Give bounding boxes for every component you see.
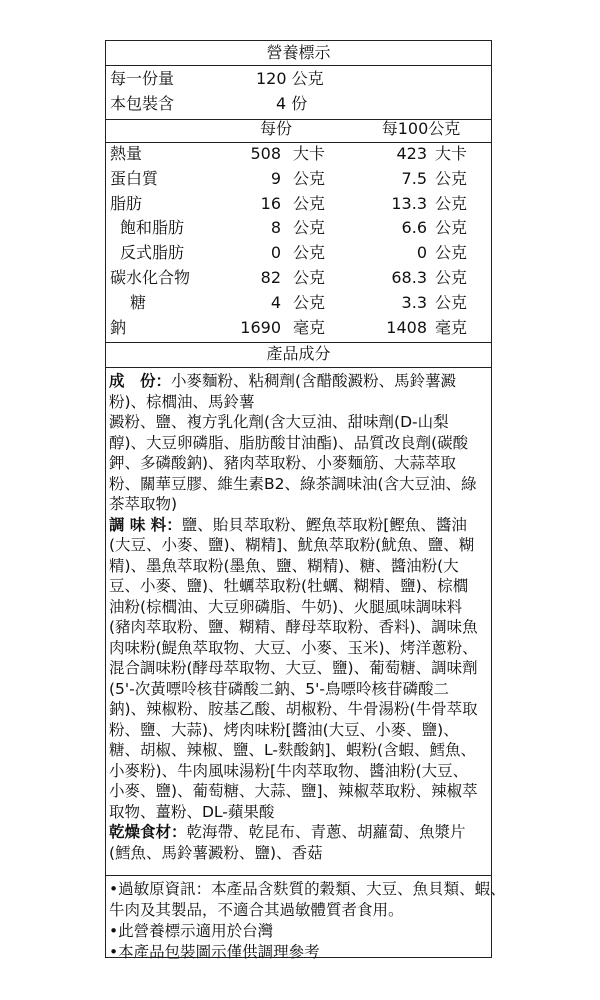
per-serving-value: 0	[270, 243, 281, 263]
ingredient-line	[109, 535, 489, 556]
ingredient-text: 鉀、多磷酸鈉)、豬肉萃取粉、小麥麵筋、大蒜萃取	[109, 454, 457, 472]
ingredient-line	[109, 597, 489, 618]
per-serving-unit: 毫克	[293, 317, 326, 337]
ingredient-text: (鱈魚、馬鈴薯澱粉、鹽)、香菇	[109, 843, 323, 862]
ingredient-text: 澱粉、鹽、複方乳化劑(含大豆油、甜味劑(D-山梨	[109, 413, 449, 431]
nutrient-name: 熱量	[110, 144, 143, 163]
per-serving-unit: 公克	[293, 218, 326, 238]
divider	[106, 65, 491, 66]
per-100g-value: 7.5	[401, 168, 427, 188]
ingredient-text: 取物、薑粉、DL-蘋果酸	[109, 802, 275, 821]
nutrition-label-panel	[105, 40, 506, 961]
ingredient-text: 茶萃取物)	[109, 495, 178, 513]
ingredient-line	[109, 781, 489, 802]
note-line: •本產品包裝圖示僅供調理參考	[109, 943, 320, 961]
ingredient-section-label: 乾燥食材：	[109, 823, 187, 841]
ingredient-line	[109, 392, 489, 413]
per-100g-value: 423	[396, 144, 427, 163]
per-100g-unit: 公克	[435, 168, 468, 188]
ingredient-text: 鹽、貽貝萃取粉、鰹魚萃取粉[鰹魚、醬油	[181, 515, 467, 534]
ingredient-text: 粉、關華豆膠、維生素B2、綠茶調味油(含大豆油、綠	[109, 474, 477, 493]
ingredient-line	[109, 720, 489, 741]
per-100g-value: 3.3	[401, 292, 427, 312]
servings-per-package-label: 本包裝含	[110, 94, 175, 113]
ingredient-text: 小麥、鹽)、葡萄糖、大蒜、鹽]、辣椒萃取粉、辣椒萃	[109, 782, 478, 800]
ingredient-text: 醇)、大豆卵磷脂、脂肪酸甘油酯)、品質改良劑(碳酸	[109, 433, 469, 452]
ingredient-text: 鈉)、辣椒粉、胺基乙酸、胡椒粉、牛骨湯粉(牛骨萃取	[109, 700, 478, 718]
notes-list	[109, 879, 506, 963]
nutrient-name: 反式脂肪	[120, 243, 185, 263]
nutrient-name: 碳水化合物	[110, 268, 191, 287]
ingredient-line	[109, 371, 489, 392]
ingredient-line	[109, 658, 489, 679]
per-100g-value: 1408	[386, 317, 427, 337]
ingredient-text: 混合調味粉(酵母萃取物、大豆、鹽)、葡萄糖、調味劑	[109, 659, 478, 677]
ingredient-text: 粉、鹽、大蒜)、烤肉味粉[醬油(大豆、小麥、鹽)、	[109, 720, 459, 739]
per-serving-value: 8	[270, 218, 281, 238]
ingredient-line	[109, 822, 489, 843]
nutrient-name: 鈉	[110, 317, 127, 337]
nutrient-name: 蛋白質	[110, 168, 159, 188]
nutrient-name: 飽和脂肪	[120, 218, 185, 238]
ingredient-line	[109, 515, 489, 536]
per-serving-unit: 公克	[293, 292, 326, 312]
per-100g-unit: 毫克	[435, 317, 468, 337]
nutrient-name: 糖	[130, 292, 147, 312]
nutrition-title: 營養標示	[266, 43, 331, 62]
ingredient-text: (豬肉萃取粉、鹽、糊精、酵母萃取粉、香料)、調味魚	[109, 618, 478, 636]
ingredient-text: (5'-次黃嘌呤核苷磷酸二鈉、5'-鳥嘌呤核苷磷酸二	[109, 679, 449, 698]
ingredient-line	[109, 802, 489, 823]
per-serving-value: 9	[270, 168, 281, 188]
per-100g-unit: 公克	[435, 268, 468, 287]
ingredient-text: 乾海帶、乾昆布、青蔥、胡蘿蔔、魚漿片	[186, 823, 466, 841]
per-100g-value: 0	[416, 243, 427, 263]
ingredient-text: 小麥粉)、牛肉風味湯粉[牛肉萃取物、醬油粉(大豆、	[109, 761, 469, 780]
per-serving-unit: 大卡	[293, 144, 326, 163]
ingredients-title: 產品成分	[266, 344, 331, 363]
per-serving-header: 每份	[259, 119, 292, 138]
per-serving-unit: 公克	[293, 193, 326, 213]
note-line: •此營養標示適用於台灣	[109, 922, 274, 940]
per-serving-unit: 公克	[293, 168, 326, 188]
per-serving-value: 4	[270, 292, 281, 312]
ingredient-section-label: 調 味 料：	[109, 515, 182, 534]
ingredient-line	[109, 453, 489, 474]
per-100g-value: 68.3	[391, 268, 427, 287]
ingredient-text: 小麥麵粉、粘稠劑(含醋酸澱粉、馬鈴薯澱	[171, 372, 457, 390]
per-100g-unit: 公克	[435, 193, 468, 213]
ingredient-text: 豆、小麥、鹽)、牡蠣萃取粉(牡蠣、糊精、鹽)、棕櫚	[109, 577, 469, 595]
ingredient-line	[109, 433, 489, 454]
ingredient-line	[109, 638, 489, 659]
note-line: 牛肉及其製品，不適合其過敏體質者食用。	[109, 901, 404, 919]
per-serving-value: 82	[260, 268, 281, 287]
ingredient-text: 粉)、棕櫚油、馬鈴薯	[109, 392, 255, 411]
ingredient-line	[109, 617, 489, 638]
per-100g-value: 13.3	[391, 193, 427, 213]
per-serving-value: 1690	[240, 317, 281, 337]
ingredients-list	[109, 371, 489, 863]
per-100g-unit: 公克	[435, 292, 468, 312]
per-100g-header: 每100公克	[381, 119, 461, 138]
serving-size-value: 120 公克	[256, 69, 324, 88]
ingredient-text: 糖、胡椒、辣椒、鹽、L-麩酸鈉]、蝦粉(含蝦、鱈魚、	[109, 741, 477, 759]
note-line: •過敏原資訊：本產品含麩質的穀類、大豆、魚貝類、蝦、	[109, 880, 506, 898]
ingredient-line	[109, 699, 489, 720]
nutrient-name: 脂肪	[110, 193, 143, 213]
divider	[106, 367, 491, 368]
ingredient-line	[109, 556, 489, 577]
ingredient-line	[109, 761, 489, 782]
ingredient-line	[109, 494, 489, 515]
ingredient-text: (大豆、小麥、鹽)、糊精]、魷魚萃取粉(魷魚、鹽、糊	[109, 536, 475, 554]
servings-per-package-value: 4 份	[276, 94, 308, 113]
per-serving-value: 16	[260, 193, 281, 213]
ingredient-text: 精)、墨魚萃取粉(墨魚、鹽、糊精)、糖、醬油粉(大	[109, 556, 459, 575]
ingredient-line	[109, 843, 489, 864]
per-100g-unit: 公克	[435, 218, 468, 238]
per-serving-value: 508	[250, 144, 281, 163]
per-serving-unit: 公克	[293, 243, 326, 263]
ingredient-line	[109, 412, 489, 433]
per-100g-value: 6.6	[401, 218, 427, 238]
per-100g-unit: 公克	[435, 243, 468, 263]
ingredient-text: 油粉(棕櫚油、大豆卵磷脂、牛奶)、火腿風味調味料	[109, 597, 463, 616]
divider	[106, 875, 491, 876]
ingredient-line	[109, 474, 489, 495]
ingredient-line	[109, 576, 489, 597]
ingredient-text: 肉味粉(鯷魚萃取物、大豆、小麥、玉米)、烤洋蔥粉、	[109, 638, 478, 657]
per-serving-unit: 公克	[293, 268, 326, 287]
ingredient-line	[109, 740, 489, 761]
per-100g-unit: 大卡	[435, 144, 468, 163]
serving-size-label: 每一份量	[110, 69, 175, 88]
ingredient-section-label: 成 份：	[109, 372, 172, 390]
ingredient-line	[109, 679, 489, 700]
